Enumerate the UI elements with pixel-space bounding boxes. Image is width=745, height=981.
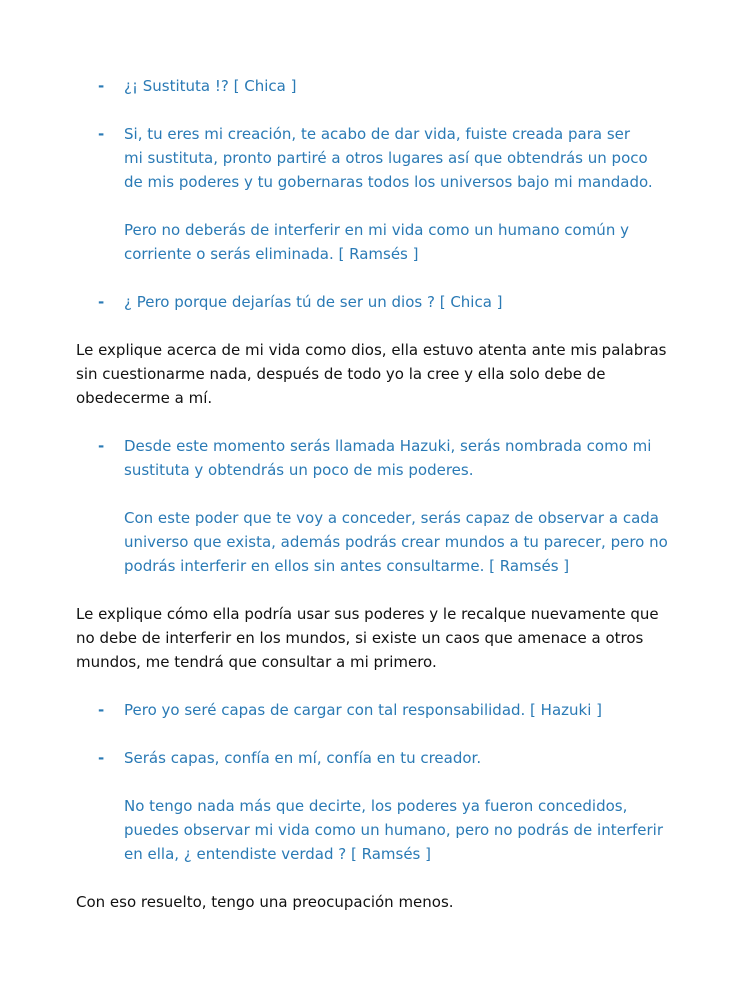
dialogue-text <box>124 218 644 266</box>
text-line: Desde este momento serás llamada Hazuki, serás nombrada como mi <box>124 437 652 455</box>
text-line: Serás capas, confía en mí, confía en tu creador. <box>124 749 482 767</box>
narration-text <box>76 890 656 914</box>
text-line: en ella, ¿ entendiste verdad ? [ Ramsés ] <box>124 845 431 863</box>
dialogue-dash: - <box>98 125 105 143</box>
dialogue-text <box>124 506 668 578</box>
text-line: Pero no deberás de interferir en mi vida como un humano común y <box>124 221 629 239</box>
dialogue-dash: - <box>98 293 105 311</box>
text-line: corriente o serás eliminada. [ Ramsés ] <box>124 245 419 263</box>
text-line: Le explique acerca de mi vida como dios, ella estuvo atenta ante mis palabras <box>76 341 667 359</box>
text-line: obedecerme a mí. <box>76 389 213 407</box>
dialogue-text <box>124 122 653 194</box>
dialogue-text <box>124 434 652 482</box>
dialogue-text <box>124 290 644 314</box>
text-line: mundos, me tendrá que consultar a mi primero. <box>76 653 437 671</box>
text-line: puedes observar mi vida como un humano, pero no podrás de interferir <box>124 821 664 839</box>
text-line: Le explique cómo ella podría usar sus poderes y le recalque nuevamente que <box>76 605 659 623</box>
dialogue-dash: - <box>98 749 105 767</box>
text-line: no debe de interferir en los mundos, si existe un caos que amenace a otros <box>76 629 644 647</box>
text-line: Con este poder que te voy a conceder, serás capaz de observar a cada <box>124 509 659 527</box>
text-line: ¿ Pero porque dejarías tú de ser un dios ? [ Chica ] <box>124 293 503 311</box>
dialogue-dash: - <box>98 701 105 719</box>
dialogue-text <box>124 74 644 98</box>
text-line: sustituta y obtendrás un poco de mis poderes. <box>124 461 474 479</box>
text-line: universo que exista, además podrás crear mundos a tu parecer, pero no <box>124 533 668 551</box>
dialogue-dash: - <box>98 77 105 95</box>
text-line: No tengo nada más que decirte, los poderes ya fueron concedidos, <box>124 797 628 815</box>
text-line: mi sustituta, pronto partiré a otros lugares así que obtendrás un poco <box>124 149 648 167</box>
dialogue-text <box>124 794 664 866</box>
text-line: podrás interferir en ellos sin antes consultarme. [ Ramsés ] <box>124 557 570 575</box>
text-line: Si, tu eres mi creación, te acabo de dar vida, fuiste creada para ser <box>124 125 631 143</box>
text-line: sin cuestionarme nada, después de todo yo la cree y ella solo debe de <box>76 365 606 383</box>
narration-text <box>76 602 659 674</box>
text-line: de mis poderes y tu gobernaras todos los universos bajo mi mandado. <box>124 173 653 191</box>
narration-text <box>76 338 667 410</box>
text-line: Pero yo seré capas de cargar con tal responsabilidad. [ Hazuki ] <box>124 701 603 719</box>
dialogue-dash: - <box>98 437 105 455</box>
dialogue-text <box>124 698 644 722</box>
text-line: ¿¡ Sustituta !? [ Chica ] <box>124 77 297 95</box>
dialogue-text <box>124 746 644 770</box>
text-line: Con eso resuelto, tengo una preocupación menos. <box>76 893 454 911</box>
